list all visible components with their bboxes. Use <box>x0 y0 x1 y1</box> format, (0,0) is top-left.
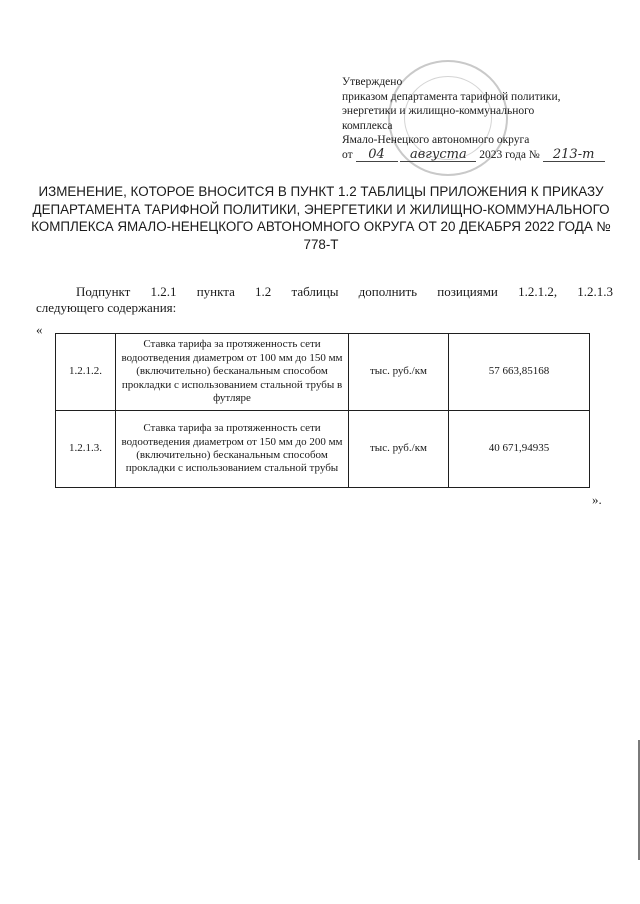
handwritten-day: 04 <box>356 149 398 162</box>
row-code: 1.2.1.2. <box>56 334 116 411</box>
closing-quote: ». <box>592 492 602 507</box>
row-value: 40 671,94935 <box>449 411 590 488</box>
approval-line: энергетики и жилищно-коммунального <box>342 105 535 118</box>
paragraph-line: следующего содержания: <box>36 299 177 315</box>
body-paragraph <box>36 284 613 315</box>
table-row <box>56 411 590 488</box>
row-value: 57 663,85168 <box>449 334 590 411</box>
row-code: 1.2.1.3. <box>56 411 116 488</box>
row-description: Ставка тарифа за протяженность сети водоотведения диаметром от 100 мм до 150 мм (включительно) бесканальным способом прокладки с использованием стальной трубы в футляре <box>116 334 349 411</box>
handwritten-order-number: 213-т <box>543 149 605 162</box>
date-year: 2023 года № <box>479 148 540 161</box>
approval-block <box>342 75 612 163</box>
row-unit: тыс. руб./км <box>349 334 449 411</box>
opening-quote: « <box>36 322 43 337</box>
row-unit: тыс. руб./км <box>349 411 449 488</box>
handwritten-month: августа <box>400 149 476 162</box>
approval-date-line <box>342 148 612 163</box>
document-title: ИЗМЕНЕНИЕ, КОТОРОЕ ВНОСИТСЯ В ПУНКТ 1.2 ТАБЛИЦЫ ПРИЛОЖЕНИЯ К ПРИКАЗУ ДЕПАРТАМЕНТА ТАРИФНОЙ ПОЛИТИКИ, ЭНЕРГЕТИКИ И ЖИЛИЩНО-КОММУНАЛЬНОГО КОМПЛЕКСА ЯМАЛО-НЕНЕЦКОГО АВТОНОМНОГО ОКРУГА ОТ 20 ДЕКАБРЯ 2022 ГОДА № 778-Т <box>31 184 611 252</box>
table-row <box>56 334 590 411</box>
row-description: Ставка тарифа за протяженность сети водоотведения диаметром от 150 мм до 200 мм (включительно) бесканальным способом прокладки с использованием стальной трубы <box>116 411 349 488</box>
approval-line: Ямало-Ненецкого автономного округа <box>342 134 530 147</box>
approval-line: Утверждено <box>342 76 403 88</box>
tariff-table <box>55 333 590 488</box>
approval-line: комплекса <box>342 119 393 132</box>
approval-line: приказом департамента тарифной политики, <box>342 90 561 103</box>
date-prefix: от <box>342 148 353 161</box>
paragraph-line: Подпункт 1.2.1 пункта 1.2 таблицы дополнить позициями 1.2.1.2, 1.2.1.3 <box>76 284 613 299</box>
